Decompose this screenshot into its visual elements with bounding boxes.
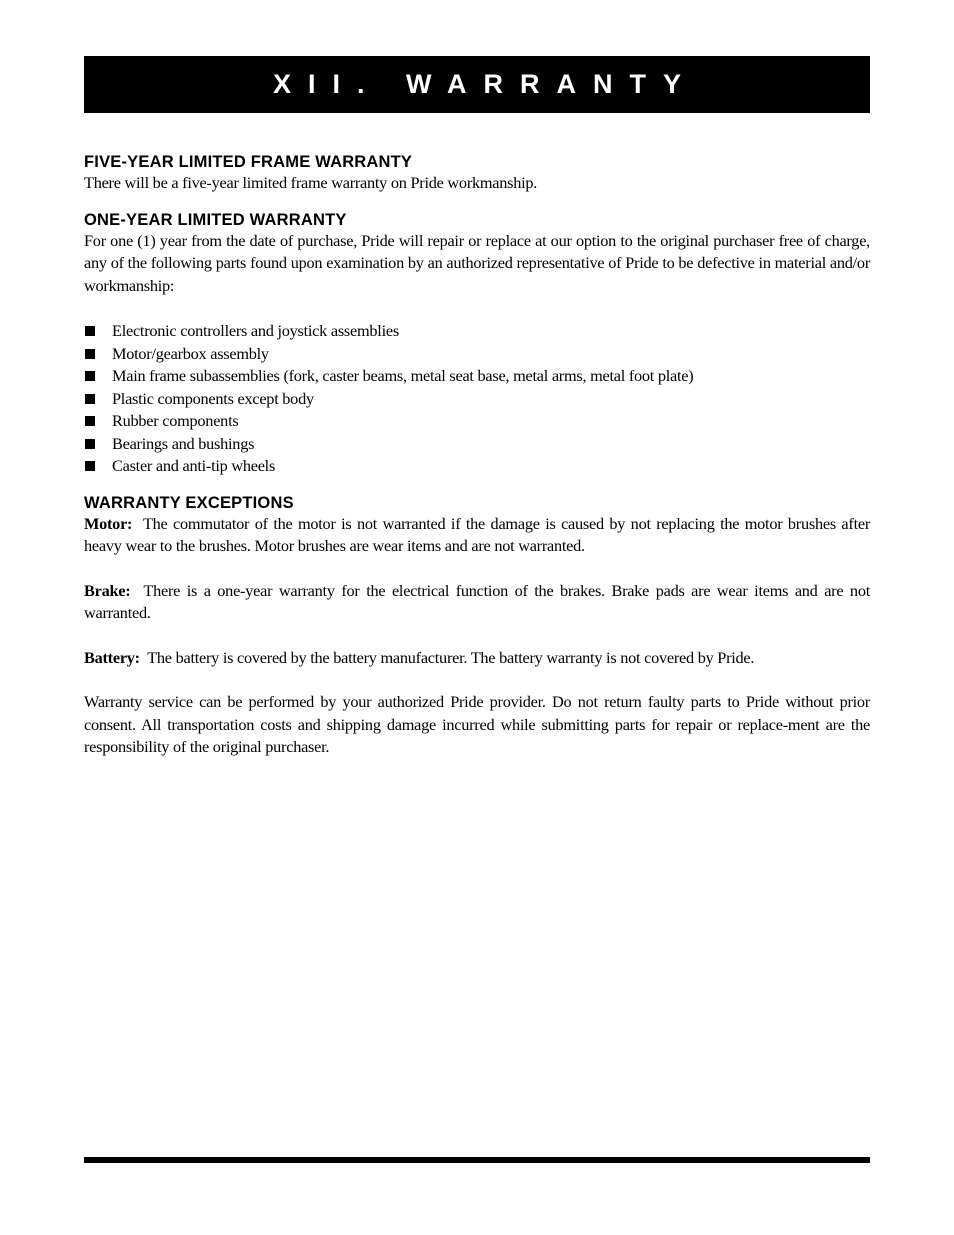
one-year-warranty-heading: ONE-YEAR LIMITED WARRANTY xyxy=(84,210,347,229)
battery-exception xyxy=(84,647,870,670)
battery-text: The battery is covered by the battery manufacturer. The battery warranty is not covered by Pride. xyxy=(147,647,755,667)
motor-label: Motor: xyxy=(84,513,133,533)
spacer xyxy=(84,558,870,580)
list-item xyxy=(84,320,870,343)
brake-exception xyxy=(84,580,870,625)
list-item-text: Plastic components except body xyxy=(112,388,314,408)
brake-text: There is a one-year warranty for the electrical function of the brakes. Brake pads are wear items and are not warranted. xyxy=(84,580,870,622)
list-item-text: Motor/gearbox assembly xyxy=(112,343,269,363)
brake-label: Brake: xyxy=(84,580,131,600)
spacer xyxy=(84,297,870,320)
page-title: XII. WARRANTY xyxy=(272,69,698,99)
square-bullet-icon xyxy=(85,326,95,336)
frame-warranty-text: There will be a five-year limited frame warranty on Pride workmanship. xyxy=(84,173,538,192)
document-body xyxy=(84,152,870,759)
list-item xyxy=(84,410,870,433)
list-item xyxy=(84,388,870,411)
list-item-text: Caster and anti-tip wheels xyxy=(112,456,276,475)
list-item-text: Bearings and bushings xyxy=(112,433,255,453)
square-bullet-icon xyxy=(85,371,95,381)
list-item xyxy=(84,433,870,456)
warranty-service-text: Warranty service can be performed by your authorized Pride provider. Do not return faulty parts to Pride without prior consent. All transportation costs and shipping damage incurred while submitting parts for repair or replace-ment are the responsibility of the original purchaser. xyxy=(84,692,870,756)
list-item-text: Electronic controllers and joystick assemblies xyxy=(112,321,399,340)
motor-exception xyxy=(84,513,870,558)
list-item-text: Main frame subassemblies (fork, caster beams, metal seat base, metal arms, metal foot plate) xyxy=(112,366,694,385)
square-bullet-icon xyxy=(85,394,95,404)
one-year-warranty-text: For one (1) year from the date of purchase, Pride will repair or replace at our option to the original purchaser free of charge, any of the following parts found upon examination by an authorized representative of Pride to be defective in material and/or workmanship: xyxy=(84,230,870,295)
list-item-text: Rubber components xyxy=(112,411,239,430)
section-title-bar xyxy=(84,56,870,113)
square-bullet-icon xyxy=(85,349,95,359)
spacer xyxy=(84,195,870,210)
frame-warranty-heading: FIVE-YEAR LIMITED FRAME WARRANTY xyxy=(84,153,413,171)
motor-text: The commutator of the motor is not warranted if the damage is caused by not replacing the motor brushes after heavy wear to the brushes. Motor brushes are wear items and are not warranted. xyxy=(84,513,870,555)
footer-rule xyxy=(84,1157,870,1163)
spacer xyxy=(84,669,870,691)
spacer xyxy=(84,478,870,493)
square-bullet-icon xyxy=(85,461,95,471)
list-item xyxy=(84,365,870,388)
list-item xyxy=(84,455,870,478)
square-bullet-icon xyxy=(85,439,95,449)
battery-label: Battery: xyxy=(84,647,140,667)
spacer xyxy=(84,625,870,647)
warranty-exceptions-heading: WARRANTY EXCEPTIONS xyxy=(84,493,294,512)
list-item xyxy=(84,343,870,366)
covered-parts-list xyxy=(84,320,870,478)
square-bullet-icon xyxy=(85,416,95,426)
